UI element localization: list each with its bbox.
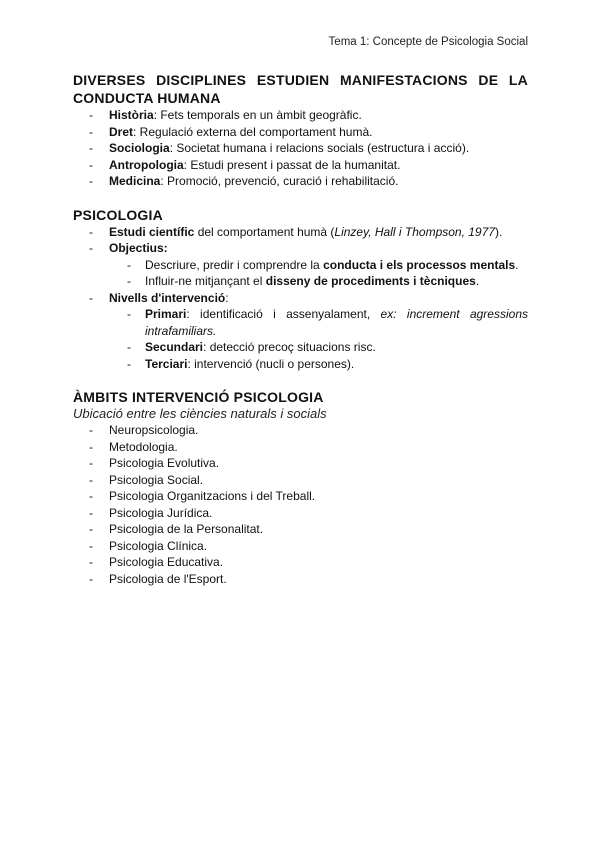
bullet-dash: - — [127, 257, 131, 272]
list-item — [73, 439, 528, 456]
levels-sublist — [109, 306, 528, 372]
field-name: Psicologia Educativa. — [109, 555, 224, 569]
list-item — [73, 521, 528, 538]
text-run: : — [225, 290, 229, 305]
emphasis: conducta i els processos mentals — [323, 257, 516, 272]
bullet-dash: - — [89, 522, 93, 536]
sublist-item — [109, 306, 528, 339]
definition: : identificació i assenyalament, — [186, 307, 381, 321]
list-item — [73, 224, 528, 241]
bullet-dash: - — [127, 274, 131, 288]
ambits-list — [73, 422, 528, 587]
disciplines-list — [73, 107, 528, 190]
definition: : Regulació externa del comportament humà. — [133, 124, 373, 139]
term: Dret — [109, 124, 134, 139]
section-title-disciplines: DIVERSES DISCIPLINES ESTUDIEN MANIFESTACIONS DE LA CONDUCTA HUMANA — [73, 72, 528, 106]
list-item — [73, 422, 528, 439]
bullet-dash: - — [127, 307, 131, 321]
field-name: Neuropsicologia. — [109, 423, 199, 437]
bullet-dash: - — [89, 489, 93, 503]
citation-close: ). — [494, 224, 503, 239]
bullet-dash: - — [89, 290, 93, 305]
field-name: Metodologia. — [109, 439, 178, 454]
list-item — [73, 538, 528, 555]
term: Objectius: — [109, 241, 168, 255]
bullet-dash: - — [89, 141, 93, 155]
citation: Linzey, Hall i Thompson, 1977 — [334, 224, 495, 239]
definition: : intervenció (nucli o persones). — [187, 356, 355, 371]
bullet-dash: - — [89, 555, 93, 569]
bullet-dash: - — [89, 472, 93, 487]
text-run: . — [475, 274, 480, 288]
field-name: Psicologia de l'Esport. — [109, 571, 227, 586]
definition: : detecció precoç situacions risc. — [203, 340, 376, 354]
list-item — [73, 554, 528, 571]
bullet-dash: - — [89, 241, 93, 255]
text-run: . — [515, 257, 519, 272]
bullet-dash: - — [89, 423, 93, 437]
definition: : Societat humana i relacions socials (estructura i acció). — [169, 141, 470, 155]
term: Secundari — [145, 340, 204, 354]
term: Sociologia — [109, 141, 170, 155]
term: Estudi científic — [109, 224, 195, 239]
bullet-dash: - — [89, 505, 93, 520]
list-item — [73, 124, 528, 141]
bullet-dash: - — [89, 174, 93, 188]
field-name: Psicologia Evolutiva. — [109, 456, 220, 470]
field-name: Psicologia de la Personalitat. — [109, 522, 264, 536]
emphasis: disseny de procediments i tècniques — [265, 274, 476, 288]
list-item — [73, 157, 528, 174]
bullet-dash: - — [89, 439, 93, 454]
bullet-dash: - — [89, 456, 93, 470]
term: Medicina — [109, 174, 161, 188]
definition: : Estudi present i passat de la humanitat. — [183, 157, 401, 172]
sublist-item — [109, 257, 528, 274]
term: Primari — [145, 307, 187, 321]
bullet-dash: - — [89, 108, 93, 122]
definition: del comportament humà ( — [194, 224, 335, 239]
field-name: Psicologia Clínica. — [109, 538, 208, 553]
field-name: Psicologia Jurídica. — [109, 505, 213, 520]
definition: : Fets temporals en un àmbit geogràfic. — [153, 108, 362, 122]
text-run: Descriure, predir i comprendre la — [145, 257, 324, 272]
field-name: Psicologia Social. — [109, 472, 204, 487]
term: Nivells d'intervenció — [109, 290, 226, 305]
term: Història — [109, 108, 154, 122]
list-item — [73, 472, 528, 489]
section-disciplines — [73, 71, 528, 190]
list-item — [73, 240, 528, 290]
section-title-psicologia: PSICOLOGIA — [73, 206, 163, 223]
list-item — [73, 488, 528, 505]
sublist-item — [109, 273, 528, 290]
example: ex: increment agressions intrafamiliars. — [145, 307, 528, 338]
list-item — [73, 505, 528, 522]
objectives-sublist — [109, 257, 528, 290]
bullet-dash: - — [89, 538, 93, 553]
bullet-dash: - — [127, 356, 131, 371]
list-item — [73, 140, 528, 157]
section-title-ambits: ÀMBITS INTERVENCIÓ PSICOLOGIA — [73, 389, 324, 405]
list-item — [73, 571, 528, 588]
sublist-item — [109, 356, 528, 373]
section-psicologia — [73, 206, 528, 373]
psicologia-list — [73, 224, 528, 373]
bullet-dash: - — [89, 124, 93, 139]
page-content — [73, 71, 528, 603]
definition: : Promoció, prevenció, curació i rehabilitació. — [160, 174, 399, 188]
term: Terciari — [145, 356, 188, 371]
bullet-dash: - — [89, 571, 93, 586]
bullet-dash: - — [89, 157, 93, 172]
running-header: Tema 1: Concepte de Psicologia Social — [328, 36, 528, 48]
list-item — [73, 290, 528, 373]
section-subtitle: Ubicació entre les ciències naturals i socials — [73, 406, 327, 421]
section-ambits — [73, 388, 528, 587]
bullet-dash: - — [89, 224, 93, 239]
text-run: Influir-ne mitjançant el — [145, 274, 266, 288]
list-item — [73, 107, 528, 124]
list-item — [73, 455, 528, 472]
bullet-dash: - — [127, 340, 131, 354]
list-item — [73, 173, 528, 190]
sublist-item — [109, 339, 528, 356]
term: Antropologia — [109, 157, 184, 172]
field-name: Psicologia Organitzacions i del Treball. — [109, 489, 316, 503]
